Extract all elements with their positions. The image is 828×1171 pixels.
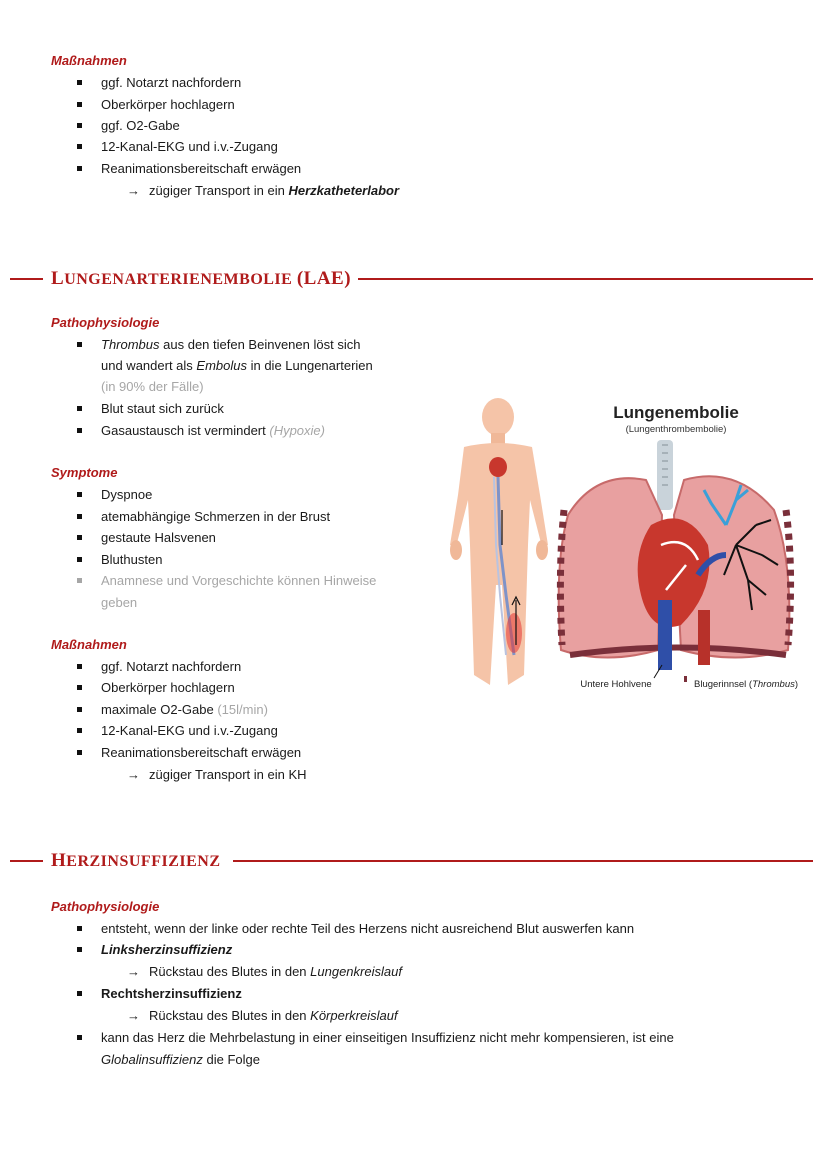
list-item: ggf. O2-Gabe — [101, 118, 180, 133]
measures-heading: Maßnahmen — [51, 637, 127, 652]
section-title-lae: LUNGENARTERIENEMBOLIE (LAE) — [51, 268, 352, 289]
list-item: ggf. Notarzt nachfordern — [101, 75, 242, 90]
list-item: maximale O2-Gabe (15l/min) — [101, 702, 268, 717]
list-item: ggf. Notarzt nachfordern — [101, 659, 242, 674]
human-body-figure — [450, 398, 548, 685]
section-divider — [10, 860, 43, 862]
list-item: kann das Herz die Mehrbelastung in einer einseitigen Insuffizienz nicht mehr kompensieren, ist eine — [101, 1030, 674, 1045]
list-item: 12-Kanal-EKG und i.v.-Zugang — [101, 139, 278, 154]
list-item: Oberkörper hochlagern — [101, 680, 235, 695]
label-inferior-vena-cava: Untere Hohlvene — [580, 679, 652, 690]
list-item: Linksherzinsuffizienz — [101, 942, 233, 957]
list-item: atemabhängige Schmerzen in der Brust — [101, 509, 331, 524]
list-item-continuation: und wandert als Embolus in die Lungenarterien — [101, 358, 373, 373]
thrombus-highlight — [506, 613, 522, 653]
list-item: Reanimationsbereitschaft erwägen — [101, 161, 302, 176]
symptoms-heading: Symptome — [51, 465, 118, 480]
list-item: Dyspnoe — [101, 487, 153, 502]
arrow-line: → zügiger Transport in ein KH — [127, 767, 307, 782]
section-divider — [233, 860, 813, 862]
list-item: Rechtsherzinsuffizienz — [101, 986, 242, 1001]
arrow-line: → zügiger Transport in ein Herzkatheterlabor — [127, 183, 400, 198]
list-item: gestaute Halsvenen — [101, 530, 216, 545]
pathophysiology-heading: Pathophysiologie — [51, 899, 160, 914]
list-item: Gasaustausch ist vermindert (Hypoxie) — [101, 423, 325, 438]
list-item-continuation: geben — [101, 595, 138, 610]
list-item: Blut staut sich zurück — [101, 401, 224, 416]
lungs-figure — [559, 440, 791, 670]
list-item-continuation: Globalinsuffizienz die Folge — [101, 1052, 260, 1067]
list-item: Bluthusten — [101, 552, 163, 567]
arrow-icon: → — [127, 964, 140, 979]
arrow-icon: → — [127, 183, 140, 198]
illustration-subtitle: (Lungenthrombembolie) — [625, 424, 727, 435]
section-divider — [358, 278, 813, 280]
measures-heading: Maßnahmen — [51, 53, 127, 68]
list-item: entsteht, wenn der linke oder rechte Teil des Herzens nicht ausreichend Blut auswerfen kann — [101, 921, 635, 936]
arrow-line: → Rückstau des Blutes in den Lungenkreislauf — [127, 964, 402, 979]
label-thrombus: Blugerinnsel (Thrombus) — [694, 679, 799, 690]
list-item-note: (in 90% der Fälle) — [101, 379, 204, 394]
pulmonary-embolism-illustration — [436, 395, 806, 695]
arrow-icon: → — [127, 1008, 140, 1023]
section-divider — [10, 278, 43, 280]
list-item: Oberkörper hochlagern — [101, 97, 235, 112]
arrow-icon: → — [127, 767, 140, 782]
list-item: Thrombus aus den tiefen Beinvenen löst sich — [101, 337, 361, 352]
list-item: Anamnese und Vorgeschichte können Hinweise — [101, 573, 377, 588]
thrombus-icon — [684, 676, 687, 682]
vena-cava — [658, 600, 672, 670]
section-title-hi: HERZINSUFFIZIENZ — [51, 850, 221, 871]
arrow-line: → Rückstau des Blutes in den Körperkreislauf — [127, 1008, 398, 1023]
illustration-title: Lungenembolie — [613, 403, 739, 422]
pathophysiology-heading: Pathophysiologie — [51, 315, 160, 330]
list-item: 12-Kanal-EKG und i.v.-Zugang — [101, 723, 278, 738]
list-item: Reanimationsbereitschaft erwägen — [101, 745, 302, 760]
heart-icon — [489, 457, 507, 477]
